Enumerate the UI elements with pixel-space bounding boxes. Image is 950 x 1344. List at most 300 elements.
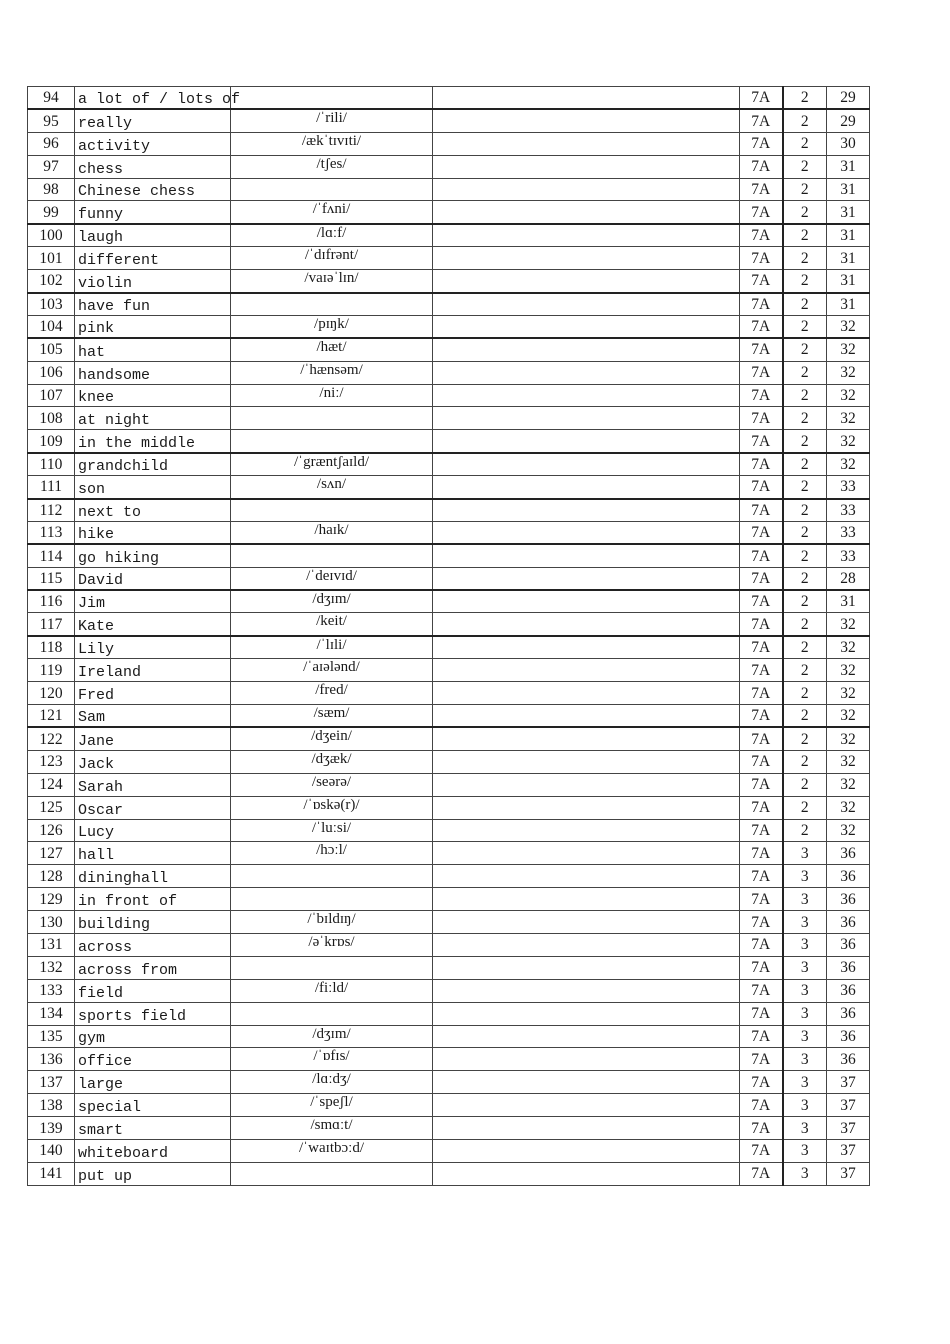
entry-phonetic: /ˈɒfɪs/ <box>231 1048 433 1071</box>
table-row <box>28 1071 870 1094</box>
table-row <box>28 888 870 911</box>
entry-page: 32 <box>827 659 870 682</box>
entry-page: 32 <box>827 636 870 659</box>
entry-unit: 3 <box>783 1139 827 1162</box>
entry-page: 37 <box>827 1139 870 1162</box>
entry-number: 128 <box>28 865 75 888</box>
entry-number: 138 <box>28 1094 75 1117</box>
entry-number: 126 <box>28 819 75 842</box>
entry-unit: 3 <box>783 1117 827 1140</box>
entry-note <box>433 224 740 247</box>
entry-word: next to <box>75 499 231 522</box>
entry-page: 32 <box>827 750 870 773</box>
table-row <box>28 705 870 728</box>
entry-page: 32 <box>827 796 870 819</box>
entry-unit: 2 <box>783 87 827 110</box>
entry-note <box>433 338 740 361</box>
entry-note <box>433 888 740 911</box>
table-row <box>28 293 870 316</box>
table-row <box>28 727 870 750</box>
entry-word: dininghall <box>75 865 231 888</box>
entry-unit: 2 <box>783 773 827 796</box>
entry-grade: 7A <box>740 178 783 201</box>
entry-number: 127 <box>28 842 75 865</box>
entry-note <box>433 750 740 773</box>
entry-note <box>433 636 740 659</box>
entry-note <box>433 613 740 636</box>
entry-number: 96 <box>28 132 75 155</box>
entry-word: in the middle <box>75 430 231 453</box>
table-row <box>28 979 870 1002</box>
entry-number: 122 <box>28 727 75 750</box>
entry-note <box>433 499 740 522</box>
entry-page: 36 <box>827 1002 870 1025</box>
table-row <box>28 499 870 522</box>
entry-unit: 2 <box>783 361 827 384</box>
entry-page: 32 <box>827 613 870 636</box>
entry-number: 101 <box>28 247 75 270</box>
entry-number: 114 <box>28 544 75 567</box>
entry-word: hike <box>75 521 231 544</box>
entry-grade: 7A <box>740 773 783 796</box>
entry-grade: 7A <box>740 430 783 453</box>
table-row <box>28 132 870 155</box>
entry-phonetic: /ˈluːsi/ <box>231 819 433 842</box>
entry-grade: 7A <box>740 842 783 865</box>
entry-grade: 7A <box>740 819 783 842</box>
entry-grade: 7A <box>740 979 783 1002</box>
entry-page: 33 <box>827 521 870 544</box>
entry-number: 129 <box>28 888 75 911</box>
entry-grade: 7A <box>740 888 783 911</box>
entry-note <box>433 956 740 979</box>
entry-unit: 3 <box>783 888 827 911</box>
entry-phonetic: /lɑːf/ <box>231 224 433 247</box>
entry-grade: 7A <box>740 270 783 293</box>
entry-grade: 7A <box>740 911 783 934</box>
entry-unit: 3 <box>783 1002 827 1025</box>
entry-note <box>433 293 740 316</box>
entry-word: large <box>75 1071 231 1094</box>
entry-grade: 7A <box>740 1117 783 1140</box>
entry-page: 36 <box>827 933 870 956</box>
entry-word: office <box>75 1048 231 1071</box>
entry-unit: 2 <box>783 315 827 338</box>
entry-note <box>433 521 740 544</box>
entry-page: 33 <box>827 499 870 522</box>
entry-grade: 7A <box>740 933 783 956</box>
entry-phonetic <box>231 430 433 453</box>
entry-word: Jane <box>75 727 231 750</box>
entry-phonetic: /ˈaɪələnd/ <box>231 659 433 682</box>
entry-grade: 7A <box>740 315 783 338</box>
entry-grade: 7A <box>740 613 783 636</box>
entry-number: 111 <box>28 476 75 499</box>
entry-note <box>433 476 740 499</box>
table-row <box>28 453 870 476</box>
entry-phonetic: /sæm/ <box>231 705 433 728</box>
entry-number: 118 <box>28 636 75 659</box>
table-row <box>28 590 870 613</box>
entry-page: 33 <box>827 544 870 567</box>
entry-word: Jim <box>75 590 231 613</box>
entry-unit: 2 <box>783 430 827 453</box>
entry-grade: 7A <box>740 865 783 888</box>
entry-unit: 2 <box>783 476 827 499</box>
entry-unit: 2 <box>783 819 827 842</box>
entry-note <box>433 819 740 842</box>
entry-phonetic: /niː/ <box>231 384 433 407</box>
entry-word: at night <box>75 407 231 430</box>
entry-word: Kate <box>75 613 231 636</box>
entry-unit: 3 <box>783 1162 827 1185</box>
entry-unit: 2 <box>783 453 827 476</box>
table-row <box>28 315 870 338</box>
entry-phonetic: /ækˈtɪvɪti/ <box>231 132 433 155</box>
entry-note <box>433 201 740 224</box>
entry-note <box>433 1139 740 1162</box>
table-row <box>28 911 870 934</box>
entry-word: field <box>75 979 231 1002</box>
entry-word: smart <box>75 1117 231 1140</box>
entry-word: across <box>75 933 231 956</box>
entry-unit: 3 <box>783 842 827 865</box>
entry-word: Fred <box>75 682 231 705</box>
table-row <box>28 1048 870 1071</box>
entry-phonetic: /dʒɪm/ <box>231 590 433 613</box>
entry-unit: 2 <box>783 499 827 522</box>
table-row <box>28 1162 870 1185</box>
entry-phonetic <box>231 293 433 316</box>
entry-word: gym <box>75 1025 231 1048</box>
entry-grade: 7A <box>740 293 783 316</box>
entry-word: hall <box>75 842 231 865</box>
entry-note <box>433 430 740 453</box>
entry-grade: 7A <box>740 109 783 132</box>
entry-phonetic: /ˈɒskə(r)/ <box>231 796 433 819</box>
entry-word: pink <box>75 315 231 338</box>
entry-grade: 7A <box>740 201 783 224</box>
entry-note <box>433 109 740 132</box>
entry-unit: 3 <box>783 1071 827 1094</box>
entry-note <box>433 705 740 728</box>
entry-note <box>433 178 740 201</box>
entry-unit: 3 <box>783 1094 827 1117</box>
entry-unit: 2 <box>783 613 827 636</box>
entry-grade: 7A <box>740 407 783 430</box>
entry-number: 105 <box>28 338 75 361</box>
entry-page: 31 <box>827 293 870 316</box>
table-row <box>28 155 870 178</box>
entry-number: 116 <box>28 590 75 613</box>
entry-phonetic <box>231 544 433 567</box>
entry-page: 32 <box>827 361 870 384</box>
entry-phonetic <box>231 499 433 522</box>
entry-page: 32 <box>827 384 870 407</box>
table-row <box>28 1117 870 1140</box>
table-row <box>28 933 870 956</box>
entry-number: 141 <box>28 1162 75 1185</box>
entry-page: 30 <box>827 132 870 155</box>
entry-number: 103 <box>28 293 75 316</box>
entry-note <box>433 1117 740 1140</box>
entry-unit: 2 <box>783 155 827 178</box>
entry-unit: 2 <box>783 521 827 544</box>
entry-word: funny <box>75 201 231 224</box>
entry-grade: 7A <box>740 1071 783 1094</box>
entry-word: have fun <box>75 293 231 316</box>
entry-unit: 2 <box>783 338 827 361</box>
entry-note <box>433 911 740 934</box>
entry-number: 104 <box>28 315 75 338</box>
table-row <box>28 750 870 773</box>
entry-grade: 7A <box>740 499 783 522</box>
entry-grade: 7A <box>740 659 783 682</box>
entry-grade: 7A <box>740 567 783 590</box>
entry-page: 31 <box>827 201 870 224</box>
entry-word: really <box>75 109 231 132</box>
table-row <box>28 476 870 499</box>
entry-unit: 3 <box>783 956 827 979</box>
entry-phonetic: /keit/ <box>231 613 433 636</box>
entry-grade: 7A <box>740 544 783 567</box>
entry-page: 37 <box>827 1094 870 1117</box>
entry-word: knee <box>75 384 231 407</box>
entry-page: 36 <box>827 888 870 911</box>
entry-number: 113 <box>28 521 75 544</box>
table-row <box>28 659 870 682</box>
entry-number: 112 <box>28 499 75 522</box>
entry-note <box>433 1048 740 1071</box>
entry-number: 133 <box>28 979 75 1002</box>
table-row <box>28 613 870 636</box>
entry-word: Chinese chess <box>75 178 231 201</box>
entry-grade: 7A <box>740 361 783 384</box>
entry-phonetic: /ˈhænsəm/ <box>231 361 433 384</box>
entry-page: 32 <box>827 338 870 361</box>
entry-number: 109 <box>28 430 75 453</box>
table-row <box>28 109 870 132</box>
entry-number: 135 <box>28 1025 75 1048</box>
entry-phonetic <box>231 178 433 201</box>
entry-note <box>433 270 740 293</box>
entry-note <box>433 132 740 155</box>
entry-note <box>433 1071 740 1094</box>
table-row <box>28 87 870 110</box>
entry-phonetic: /ˈgræntʃaɪld/ <box>231 453 433 476</box>
entry-page: 32 <box>827 727 870 750</box>
entry-note <box>433 865 740 888</box>
entry-word: David <box>75 567 231 590</box>
entry-page: 32 <box>827 315 870 338</box>
entry-grade: 7A <box>740 705 783 728</box>
entry-unit: 2 <box>783 178 827 201</box>
entry-unit: 2 <box>783 590 827 613</box>
entry-number: 136 <box>28 1048 75 1071</box>
entry-number: 106 <box>28 361 75 384</box>
entry-phonetic <box>231 865 433 888</box>
entry-word: go hiking <box>75 544 231 567</box>
entry-grade: 7A <box>740 338 783 361</box>
entry-phonetic: /dʒæk/ <box>231 750 433 773</box>
entry-page: 32 <box>827 430 870 453</box>
entry-note <box>433 773 740 796</box>
table-row <box>28 224 870 247</box>
entry-grade: 7A <box>740 453 783 476</box>
entry-note <box>433 361 740 384</box>
entry-unit: 2 <box>783 293 827 316</box>
entry-note <box>433 727 740 750</box>
entry-grade: 7A <box>740 727 783 750</box>
entry-word: Lucy <box>75 819 231 842</box>
entry-phonetic <box>231 407 433 430</box>
entry-note <box>433 544 740 567</box>
entry-unit: 2 <box>783 201 827 224</box>
table-row <box>28 819 870 842</box>
entry-number: 115 <box>28 567 75 590</box>
entry-word: a lot of / lots of <box>75 87 231 110</box>
entry-unit: 2 <box>783 247 827 270</box>
entry-phonetic: /sʌn/ <box>231 476 433 499</box>
entry-page: 36 <box>827 865 870 888</box>
entry-phonetic <box>231 1002 433 1025</box>
entry-unit: 2 <box>783 132 827 155</box>
table-row <box>28 544 870 567</box>
entry-grade: 7A <box>740 224 783 247</box>
entry-page: 31 <box>827 178 870 201</box>
entry-grade: 7A <box>740 476 783 499</box>
entry-number: 124 <box>28 773 75 796</box>
entry-unit: 3 <box>783 865 827 888</box>
entry-note <box>433 155 740 178</box>
entry-note <box>433 315 740 338</box>
entry-note <box>433 1025 740 1048</box>
entry-word: handsome <box>75 361 231 384</box>
vocabulary-table-body <box>28 87 870 1186</box>
entry-grade: 7A <box>740 1094 783 1117</box>
entry-grade: 7A <box>740 590 783 613</box>
entry-page: 31 <box>827 224 870 247</box>
entry-word: laugh <box>75 224 231 247</box>
entry-phonetic: /ˈspeʃl/ <box>231 1094 433 1117</box>
entry-note <box>433 567 740 590</box>
entry-page: 36 <box>827 911 870 934</box>
entry-note <box>433 247 740 270</box>
entry-phonetic: /dʒein/ <box>231 727 433 750</box>
entry-unit: 3 <box>783 979 827 1002</box>
entry-phonetic: /ˈdeɪvɪd/ <box>231 567 433 590</box>
entry-page: 31 <box>827 270 870 293</box>
entry-page: 32 <box>827 453 870 476</box>
entry-word: different <box>75 247 231 270</box>
entry-number: 117 <box>28 613 75 636</box>
entry-phonetic: /haɪk/ <box>231 521 433 544</box>
entry-word: building <box>75 911 231 934</box>
entry-number: 107 <box>28 384 75 407</box>
entry-phonetic: /ˈrili/ <box>231 109 433 132</box>
entry-unit: 2 <box>783 705 827 728</box>
entry-note <box>433 796 740 819</box>
vocabulary-table <box>27 86 870 1186</box>
entry-number: 140 <box>28 1139 75 1162</box>
table-row <box>28 1002 870 1025</box>
entry-word: put up <box>75 1162 231 1185</box>
entry-phonetic: /ˈdɪfrənt/ <box>231 247 433 270</box>
entry-word: sports field <box>75 1002 231 1025</box>
entry-number: 99 <box>28 201 75 224</box>
entry-number: 119 <box>28 659 75 682</box>
table-row <box>28 956 870 979</box>
entry-number: 100 <box>28 224 75 247</box>
table-row <box>28 842 870 865</box>
entry-page: 36 <box>827 1025 870 1048</box>
entry-page: 31 <box>827 155 870 178</box>
entry-word: chess <box>75 155 231 178</box>
entry-unit: 3 <box>783 1048 827 1071</box>
entry-phonetic: /smɑːt/ <box>231 1117 433 1140</box>
entry-number: 108 <box>28 407 75 430</box>
entry-phonetic: /tʃes/ <box>231 155 433 178</box>
entry-number: 120 <box>28 682 75 705</box>
entry-page: 36 <box>827 842 870 865</box>
entry-number: 98 <box>28 178 75 201</box>
entry-phonetic: /seərə/ <box>231 773 433 796</box>
entry-grade: 7A <box>740 682 783 705</box>
entry-word: grandchild <box>75 453 231 476</box>
entry-note <box>433 1162 740 1185</box>
entry-grade: 7A <box>740 796 783 819</box>
entry-number: 125 <box>28 796 75 819</box>
entry-phonetic: /fiːld/ <box>231 979 433 1002</box>
entry-unit: 2 <box>783 682 827 705</box>
entry-note <box>433 1094 740 1117</box>
table-row <box>28 796 870 819</box>
entry-phonetic <box>231 956 433 979</box>
entry-note <box>433 842 740 865</box>
entry-phonetic: /hæt/ <box>231 338 433 361</box>
entry-phonetic: /əˈkrɒs/ <box>231 933 433 956</box>
entry-number: 130 <box>28 911 75 934</box>
table-row <box>28 521 870 544</box>
entry-grade: 7A <box>740 1162 783 1185</box>
entry-note <box>433 682 740 705</box>
entry-phonetic: /ˈwaɪtbɔːd/ <box>231 1139 433 1162</box>
entry-grade: 7A <box>740 247 783 270</box>
table-row <box>28 636 870 659</box>
entry-grade: 7A <box>740 1002 783 1025</box>
entry-unit: 2 <box>783 636 827 659</box>
table-row <box>28 384 870 407</box>
entry-unit: 3 <box>783 933 827 956</box>
entry-word: across from <box>75 956 231 979</box>
entry-note <box>433 590 740 613</box>
entry-grade: 7A <box>740 1048 783 1071</box>
entry-page: 36 <box>827 956 870 979</box>
entry-unit: 2 <box>783 270 827 293</box>
table-row <box>28 178 870 201</box>
entry-page: 32 <box>827 773 870 796</box>
table-row <box>28 1139 870 1162</box>
entry-number: 131 <box>28 933 75 956</box>
table-row <box>28 1025 870 1048</box>
entry-number: 123 <box>28 750 75 773</box>
entry-phonetic: /hɔːl/ <box>231 842 433 865</box>
entry-number: 139 <box>28 1117 75 1140</box>
entry-phonetic <box>231 87 433 110</box>
entry-grade: 7A <box>740 132 783 155</box>
entry-word: in front of <box>75 888 231 911</box>
entry-word: Jack <box>75 750 231 773</box>
